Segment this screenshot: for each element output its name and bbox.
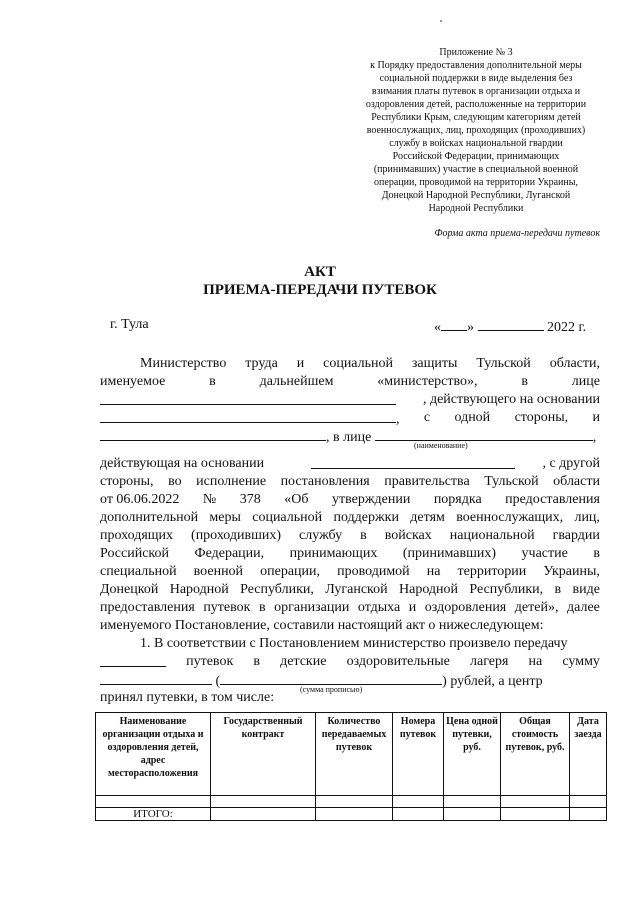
word: на bbox=[426, 564, 441, 579]
organization-blank[interactable] bbox=[100, 427, 326, 441]
col-header-arrival-date: Дата заезда bbox=[570, 713, 607, 796]
word: службу bbox=[299, 528, 343, 543]
appendix-line: к Порядку предоставления дополнительной меры bbox=[370, 60, 582, 71]
appendix-line: оздоровления детей, расположенные на территории bbox=[365, 99, 587, 110]
para1-line10 bbox=[100, 527, 600, 545]
voucher-count-blank[interactable] bbox=[100, 653, 166, 667]
word: военной bbox=[193, 564, 244, 579]
para1-line13 bbox=[100, 581, 600, 599]
word: предоставления bbox=[505, 492, 600, 507]
word: защиты bbox=[411, 356, 458, 371]
word: постановления bbox=[280, 474, 370, 489]
representative-blank[interactable] bbox=[100, 391, 396, 405]
paren-open: ( bbox=[215, 674, 221, 689]
table-cell[interactable] bbox=[501, 796, 570, 808]
para1-line2 bbox=[100, 373, 600, 391]
word: (проходивших) bbox=[191, 528, 282, 543]
comma: , bbox=[396, 412, 400, 427]
word: стороны, bbox=[100, 474, 154, 489]
word: территории bbox=[457, 564, 527, 579]
word: на bbox=[528, 654, 543, 669]
word: в bbox=[209, 374, 216, 389]
table-cell[interactable] bbox=[444, 808, 501, 821]
word: путевок bbox=[203, 600, 251, 615]
word: виде bbox=[572, 582, 600, 597]
word: № bbox=[202, 492, 217, 507]
para2-line1: 1. В соответствии с Постановлением министерство произвело передачу bbox=[140, 636, 568, 651]
para1-line7 bbox=[100, 473, 600, 491]
word: именуемое bbox=[100, 374, 166, 389]
month-blank[interactable] bbox=[478, 317, 544, 331]
appendix-line: военнослужащих, лиц, проходящих (проходивших) bbox=[366, 125, 586, 136]
word: Министерство bbox=[140, 356, 227, 371]
word: поддержки bbox=[333, 510, 399, 525]
word: стороны, bbox=[514, 410, 569, 425]
word: лице bbox=[571, 374, 600, 389]
table-cell[interactable] bbox=[316, 808, 393, 821]
word: порядка bbox=[433, 492, 482, 507]
word: участие bbox=[521, 546, 568, 561]
para1-line1 bbox=[140, 355, 600, 373]
text: , действующего на основании bbox=[422, 392, 600, 407]
date-close-quote: » bbox=[467, 320, 474, 335]
col-header-price: Цена одной путевки, руб. bbox=[444, 713, 501, 796]
word: и bbox=[592, 410, 600, 425]
table-cell[interactable] bbox=[501, 808, 570, 821]
word: и bbox=[296, 356, 305, 371]
word: проходящих bbox=[100, 528, 174, 543]
word: Донецкой bbox=[100, 582, 159, 597]
naim-hint: (наименование) bbox=[414, 441, 468, 450]
word: исполнение bbox=[196, 474, 267, 489]
document-title: АКТ bbox=[304, 264, 336, 280]
word: проводимой bbox=[337, 564, 410, 579]
table-row bbox=[96, 796, 607, 808]
word: дополнительной bbox=[100, 510, 199, 525]
table-cell[interactable] bbox=[211, 796, 316, 808]
table-cell[interactable] bbox=[393, 808, 444, 821]
comma: , bbox=[592, 430, 597, 445]
word: 378 bbox=[239, 492, 261, 507]
word: лагеря bbox=[470, 654, 509, 669]
word: оздоровления bbox=[424, 600, 507, 615]
word: принимающих bbox=[289, 546, 378, 561]
sum-digits-blank[interactable] bbox=[100, 671, 212, 685]
word: путевок bbox=[186, 654, 234, 669]
para1-line12 bbox=[100, 563, 600, 581]
basis2-blank[interactable] bbox=[311, 455, 515, 469]
word: в bbox=[253, 654, 260, 669]
word: далее bbox=[567, 600, 600, 615]
appendix-line: Донецкой Народной Республики, Луганской bbox=[381, 190, 571, 201]
word: войсках bbox=[384, 528, 432, 543]
para2-line2 bbox=[100, 653, 600, 671]
date-year: 2022 г. bbox=[547, 320, 587, 335]
text: , в лице bbox=[326, 430, 372, 445]
word: Украины, bbox=[543, 564, 600, 579]
day-blank[interactable] bbox=[441, 317, 467, 331]
appendix-line: службу в войсках национальной гвардии bbox=[389, 138, 563, 149]
appendix-line: (принимавших) участие в специальной военной bbox=[373, 164, 579, 175]
para2-line4: принял путевки, в том числе: bbox=[100, 690, 275, 705]
word: от 06.06.2022 bbox=[100, 492, 180, 507]
word: Тульской bbox=[476, 356, 531, 371]
para1-line8 bbox=[100, 491, 600, 509]
sum-words-hint: (сумма прописью) bbox=[300, 685, 363, 694]
table-cell[interactable] bbox=[393, 796, 444, 808]
word: Республики, bbox=[469, 582, 544, 597]
date-line bbox=[434, 317, 586, 336]
word: во bbox=[168, 474, 182, 489]
form-caption: Форма акта приема-передачи путевок bbox=[434, 228, 600, 239]
table-cell[interactable] bbox=[96, 796, 211, 808]
person-blank[interactable] bbox=[375, 427, 593, 441]
col-header-quantity: Количество передаваемых путевок bbox=[316, 713, 393, 796]
appendix-line: операции, проводимой на территории Украины, bbox=[374, 177, 578, 188]
word: утверждении bbox=[331, 492, 411, 507]
word: «министерство», bbox=[377, 374, 478, 389]
word: меры bbox=[209, 510, 241, 525]
table-cell[interactable] bbox=[570, 808, 607, 821]
word: (принимавших) bbox=[402, 546, 497, 561]
word: отдыха bbox=[357, 600, 401, 615]
word: детям bbox=[410, 510, 445, 525]
scan-speck bbox=[440, 20, 442, 22]
para1-line14 bbox=[100, 599, 600, 617]
para1-line5 bbox=[100, 427, 596, 445]
city-label: г. Тула bbox=[110, 317, 149, 332]
table-cell[interactable] bbox=[570, 796, 607, 808]
word: в bbox=[521, 374, 528, 389]
word: Российской bbox=[100, 546, 169, 561]
para1-line6 bbox=[100, 455, 600, 473]
date-open-quote: « bbox=[434, 320, 441, 335]
total-label: ИТОГО: bbox=[96, 808, 211, 821]
word: специальной bbox=[100, 564, 177, 579]
col-header-contract: Государственный контракт bbox=[211, 713, 316, 796]
word: дальнейшем bbox=[259, 374, 334, 389]
col-header-organization: Наименование организации отдыха и оздоровления детей, адрес месторасположения bbox=[96, 713, 211, 796]
appendix-block bbox=[340, 46, 612, 215]
word: гвардии bbox=[552, 528, 600, 543]
word: военнослужащих, bbox=[456, 510, 564, 525]
word: в bbox=[259, 600, 266, 615]
appendix-line: Приложение № 3 bbox=[439, 47, 513, 58]
appendix-line: взимания платы путевок в организации отдыха и bbox=[371, 86, 581, 97]
col-header-numbers: Номера путевок bbox=[393, 713, 444, 796]
word: правительства bbox=[384, 474, 470, 489]
word: и bbox=[408, 600, 417, 615]
word: «Об bbox=[284, 492, 309, 507]
col-header-total-cost: Общая стоимость путевок, руб. bbox=[501, 713, 570, 796]
word: в bbox=[360, 528, 367, 543]
word: Народной bbox=[399, 582, 459, 597]
word: Тульской bbox=[484, 474, 539, 489]
word: одной bbox=[454, 410, 491, 425]
word: труда bbox=[245, 356, 278, 371]
word: социальной bbox=[252, 510, 323, 525]
table-total-row bbox=[96, 808, 607, 821]
word: с bbox=[423, 410, 431, 425]
para1-line3 bbox=[100, 391, 600, 409]
word: Народной bbox=[169, 582, 229, 597]
word: организации bbox=[274, 600, 350, 615]
word: национальной bbox=[449, 528, 535, 543]
table-cell[interactable] bbox=[444, 796, 501, 808]
word: области bbox=[553, 474, 600, 489]
table-cell[interactable] bbox=[211, 808, 316, 821]
word: детские bbox=[280, 654, 327, 669]
word: Республики, bbox=[240, 582, 314, 597]
appendix-line: Народной Республики bbox=[428, 203, 524, 214]
word: социальной bbox=[323, 356, 393, 371]
appendix-line: Республики Крым, следующим категориям детей bbox=[371, 112, 581, 123]
text: действующая на основании bbox=[100, 456, 265, 471]
word: сумму bbox=[562, 654, 600, 669]
appendix-line: Российской Федерации, принимающих bbox=[392, 151, 560, 162]
word: Луганской bbox=[325, 582, 388, 597]
table-header-row bbox=[96, 713, 607, 796]
text: ) рублей, а центр bbox=[442, 674, 543, 689]
word: Федерации, bbox=[194, 546, 265, 561]
word: в bbox=[554, 582, 562, 597]
word: предоставления bbox=[100, 600, 195, 615]
word: области, bbox=[549, 356, 600, 371]
word: детей», bbox=[514, 600, 559, 615]
sum-words-blank[interactable] bbox=[220, 671, 442, 685]
para1-line9 bbox=[100, 509, 600, 527]
para1-line11 bbox=[100, 545, 600, 563]
appendix-line: социальной поддержки в виде выделения без bbox=[379, 73, 573, 84]
para1-line4 bbox=[100, 409, 600, 427]
table-cell[interactable] bbox=[316, 796, 393, 808]
para1-line15: именуемого Постановление, составили настоящий акт о нижеследующем: bbox=[100, 618, 544, 633]
document-subtitle: ПРИЕМА-ПЕРЕДАЧИ ПУТЕВОК bbox=[203, 282, 437, 298]
word: операции, bbox=[260, 564, 321, 579]
basis-blank[interactable] bbox=[100, 409, 396, 423]
word: лиц, bbox=[574, 510, 600, 525]
vouchers-table bbox=[95, 712, 607, 821]
text: , с другой bbox=[542, 456, 600, 471]
word: в bbox=[593, 546, 600, 561]
word: оздоровительные bbox=[346, 654, 450, 669]
